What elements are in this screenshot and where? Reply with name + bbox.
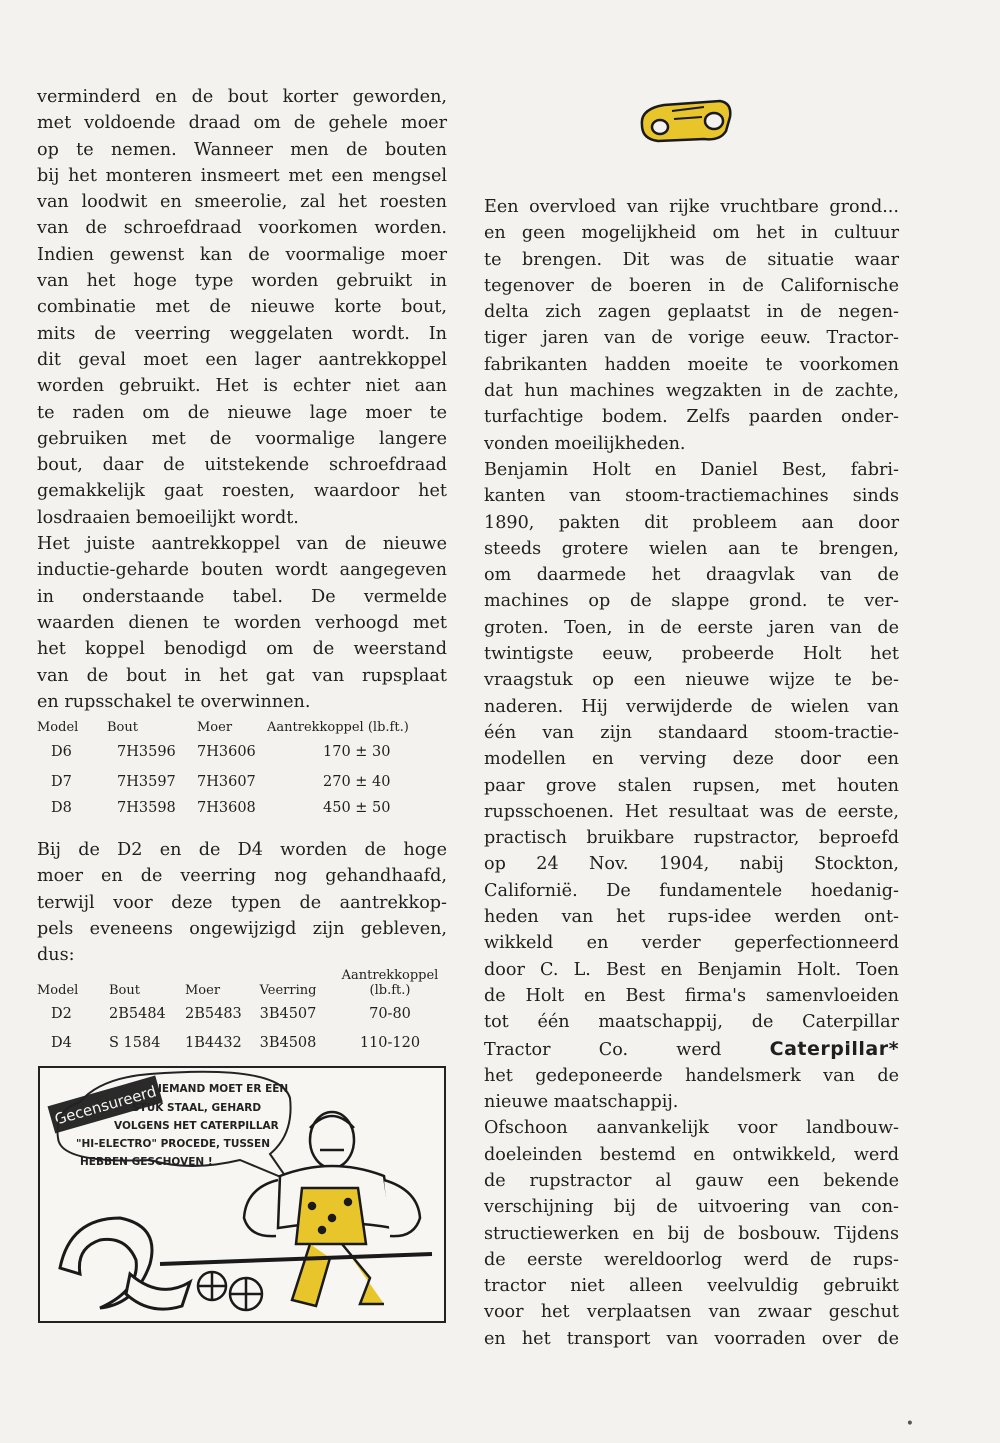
wheel-icons: [198, 1272, 262, 1310]
track-link-icon: [634, 97, 736, 145]
text-line: pels eveneens ongewijzigd zijn gebleven,: [37, 918, 447, 939]
text-line: van het hoge type worden gebruikt in: [37, 271, 447, 292]
text-line: tegenover de boeren in de Californische: [484, 275, 899, 296]
text-line: bij het monteren insmeert met een mengsel: [37, 165, 447, 186]
text-line: tractor niet alleen veelvuldig gebruikt: [484, 1276, 899, 1297]
text-line: delta zich zagen geplaatst in de negen-: [484, 302, 899, 323]
text-line: moer en de veerring nog gehandhaafd,: [37, 866, 447, 887]
text-line: bout, daar de uitstekende schroefdraad: [37, 455, 447, 476]
text-line: het koppel benodigd om de weerstand: [37, 639, 447, 660]
table2-header-model: Model: [37, 983, 79, 998]
left-column-lower: [37, 837, 447, 968]
text-line: terwijl voor deze typen de aantrekkop-: [37, 892, 447, 913]
text-line: wikkeld en verder geperfectionneerd: [484, 933, 899, 954]
text-line: steeds grotere wielen aan te brengen,: [484, 538, 899, 559]
text-line: Californië. De fundamentele hoedanig-: [484, 880, 899, 901]
text-line: practisch bruikbare rupstractor, beproefd: [484, 828, 899, 849]
text-line: om daarmede het draagvlak van de: [484, 565, 899, 586]
table-cell: D2: [51, 1006, 72, 1022]
strongman-figure: [244, 1112, 420, 1306]
text-line: paar grove stalen rupsen, met houten: [484, 775, 899, 796]
text-line: Een overvloed van rijke vruchtbare grond...: [484, 197, 899, 217]
text-line: Ofschoon aanvankelijk voor landbouw-: [484, 1118, 899, 1139]
text-line: twintigste eeuw, probeerde Holt het: [484, 644, 899, 665]
paragraph-history-intro: [484, 194, 899, 457]
table-cell: 7H3598: [117, 800, 176, 816]
text-line: waarden dienen te worden verhoogd met: [37, 612, 447, 633]
text-line: groten. Toen, in de eerste jaren van de: [484, 617, 899, 638]
text-line: dus:: [37, 945, 75, 966]
text-line: verschijning bij de uitvoering van con-: [484, 1197, 899, 1218]
table2-header-moer: Moer: [185, 983, 221, 998]
paragraph-bolts: [37, 84, 447, 531]
text-line: tot één maatschappij, de Caterpillar: [484, 1012, 899, 1033]
text-line: vraagstuk op een nieuwe wijze te be-: [484, 670, 899, 691]
paragraph-usage: [484, 1115, 899, 1352]
text-line: en het transport van voorraden over de: [484, 1328, 899, 1349]
text-line: in onderstaande tabel. De vermelde: [37, 586, 447, 607]
text-line: Het juiste aantrekkoppel van de nieuwe: [37, 534, 447, 555]
text-line: gemakkelijk gaat roesten, waardoor het: [37, 481, 447, 502]
cartoon-illustration: [38, 1066, 446, 1323]
table-cell: 7H3596: [117, 744, 176, 760]
right-column: [484, 194, 899, 1352]
text-line: gebruiken met de voormalige langere: [37, 428, 447, 449]
table-cell: D8: [51, 800, 72, 816]
table-cell: 7H3597: [117, 774, 176, 790]
text-line: machines op de slappe grond. te ver-: [484, 591, 899, 612]
caterpillar-line-prefix: Tractor Co. werd: [484, 1039, 722, 1060]
text-line: heden van het rups-idee werden ont-: [484, 907, 899, 928]
text-line: het gedeponeerde handelsmerk van de: [484, 1065, 899, 1086]
text-line: modellen en verving deze door een: [484, 749, 899, 770]
text-line: mits de veerring weggelaten wordt. In: [37, 323, 447, 344]
table-row: [37, 1030, 449, 1056]
paragraph-holt-best: [484, 457, 899, 1036]
text-line: losdraaien bemoeilijkt wordt.: [37, 507, 299, 528]
paragraph-torque-intro: [37, 531, 447, 715]
table-cell: 7H3608: [197, 800, 256, 816]
text-line: dat hun machines wegzakten in de zachte,: [484, 381, 899, 402]
text-line: de Holt en Best firma's samenvloeiden: [484, 985, 899, 1006]
table-cell: 2B5484: [109, 1006, 166, 1022]
text-line: vonden moeilijkheden.: [484, 433, 686, 454]
torque-table-d6-d8: [37, 720, 409, 821]
text-line: Bij de D2 en de D4 worden de hoge: [37, 840, 447, 860]
text-line: 1890, pakten dit probleem aan door: [484, 512, 899, 533]
table1-header-bout: Bout: [107, 720, 138, 735]
text-line: op te nemen. Wanneer men de bouten: [37, 139, 447, 160]
caterpillar-trademark-line: [484, 1036, 899, 1063]
paragraph-d2-d4: [37, 837, 447, 968]
table-cell: 1B4432: [185, 1035, 242, 1051]
table-row: [37, 769, 409, 795]
text-line: op 24 Nov. 1904, nabij Stockton,: [484, 854, 899, 875]
text-line: van de bout in het gat van rupsplaat: [37, 665, 447, 686]
text-line: turfachtige bodem. Zelfs paarden onder-: [484, 407, 899, 428]
table-cell: 3B4508: [259, 1035, 317, 1051]
text-line: verminderd en de bout korter geworden,: [37, 87, 447, 107]
table-cell: 2B5483: [185, 1006, 242, 1022]
text-line: doeleinden bestemd en ontwikkeld, werd: [484, 1144, 899, 1165]
table-cell: D6: [51, 744, 72, 760]
table-cell: 270 ± 40: [323, 774, 391, 790]
text-line: te raden om de nieuwe lage moer te: [37, 402, 447, 423]
table-cell: D7: [51, 774, 72, 790]
table2-header-bout: Bout: [109, 983, 140, 998]
text-line: structiewerken en bij de bosbouw. Tijdens: [484, 1223, 899, 1244]
caterpillar-wordmark: Caterpillar*: [769, 1037, 900, 1060]
caption-line-4: "HI-ELECTRO" PROCEDE, TUSSEN: [76, 1138, 270, 1150]
text-line: door C. L. Best en Benjamin Holt. Toen: [484, 959, 899, 980]
bar-icon: [160, 1254, 432, 1264]
table-cell: 7H3606: [197, 744, 256, 760]
left-column: [37, 84, 447, 715]
caption-line-2: STUK STAAL, GEHARD: [132, 1102, 262, 1114]
page-mark: •: [905, 1416, 914, 1432]
table1-header-model: Model: [37, 720, 79, 735]
table-row: [37, 998, 449, 1030]
table-cell: 70-80: [369, 1006, 411, 1022]
table2-header-koppel: Aantrekkoppel (lb.ft.): [341, 968, 439, 998]
text-line: Benjamin Holt en Daniel Best, fabri-: [484, 459, 899, 480]
table2-header-veerring: Veerring: [259, 983, 317, 998]
text-line: de rupstractor al gauw een bekende: [484, 1170, 899, 1191]
text-line: van loodwit en smeerolie, zal het roesten: [37, 192, 447, 213]
text-line: de eerste wereldoorlog werd de rups-: [484, 1249, 899, 1270]
text-line: inductie-geharde bouten wordt aangegeven: [37, 560, 447, 581]
text-line: en geen mogelijkheid om het in cultuur: [484, 223, 899, 244]
cartoon-drawing: [40, 1068, 444, 1321]
text-line: met voldoende draad om de gehele moer: [37, 113, 447, 134]
torque-table-d2-d4: [37, 968, 449, 1056]
table-row: [37, 735, 409, 769]
caption-line-5: HEBBEN GESCHOVEN !: [80, 1156, 213, 1168]
table-cell: 170 ± 30: [323, 744, 391, 760]
text-line: dit geval moet een lager aantrekkoppel: [37, 349, 447, 370]
table-cell: 3B4507: [259, 1006, 317, 1022]
table1-header-moer: Moer: [197, 720, 233, 735]
table1-header-koppel: Aantrekkoppel (lb.ft.): [267, 720, 409, 735]
table-cell: D4: [51, 1035, 72, 1051]
text-line: voor het verplaatsen van zwaar geschut: [484, 1302, 899, 1323]
table-row: [37, 795, 409, 821]
text-line: kanten van stoom-tractiemachines sinds: [484, 486, 899, 507]
text-line: rupsschoenen. Het resultaat was de eerste,: [484, 801, 899, 822]
paragraph-holt-best-end: [484, 1063, 899, 1116]
text-line: tiger jaren van de vorige eeuw. Tractor-: [484, 328, 899, 349]
table-cell: 110-120: [359, 1035, 421, 1051]
table-cell: S 1584: [109, 1035, 161, 1051]
text-line: en rupsschakel te overwinnen.: [37, 691, 311, 712]
text-line: te brengen. Dit was de situatie waar: [484, 249, 899, 270]
text-line: Indien gewenst kan de voormalige moer: [37, 244, 447, 265]
censored-stamp-text: Gecensureerd: [52, 1082, 159, 1129]
table-cell: 450 ± 50: [323, 800, 391, 816]
text-line: worden gebruikt. Het is echter niet aan: [37, 376, 447, 397]
text-line: nieuwe maatschappij.: [484, 1092, 679, 1113]
caption-line-1: IEMAND MOET ER EEN: [158, 1083, 289, 1095]
text-line: fabrikanten hadden moeite te voorkomen: [484, 354, 899, 375]
caption-line-3: VOLGENS HET CATERPILLAR: [114, 1120, 279, 1132]
table-cell: 7H3607: [197, 774, 256, 790]
text-line: combinatie met de nieuwe korte bout,: [37, 297, 447, 318]
text-line: van de schroefdraad voorkomen worden.: [37, 218, 447, 239]
text-line: één van zijn standaard stoom-tractie-: [484, 722, 899, 743]
text-line: naderen. Hij verwijderde de wielen van: [484, 696, 899, 717]
